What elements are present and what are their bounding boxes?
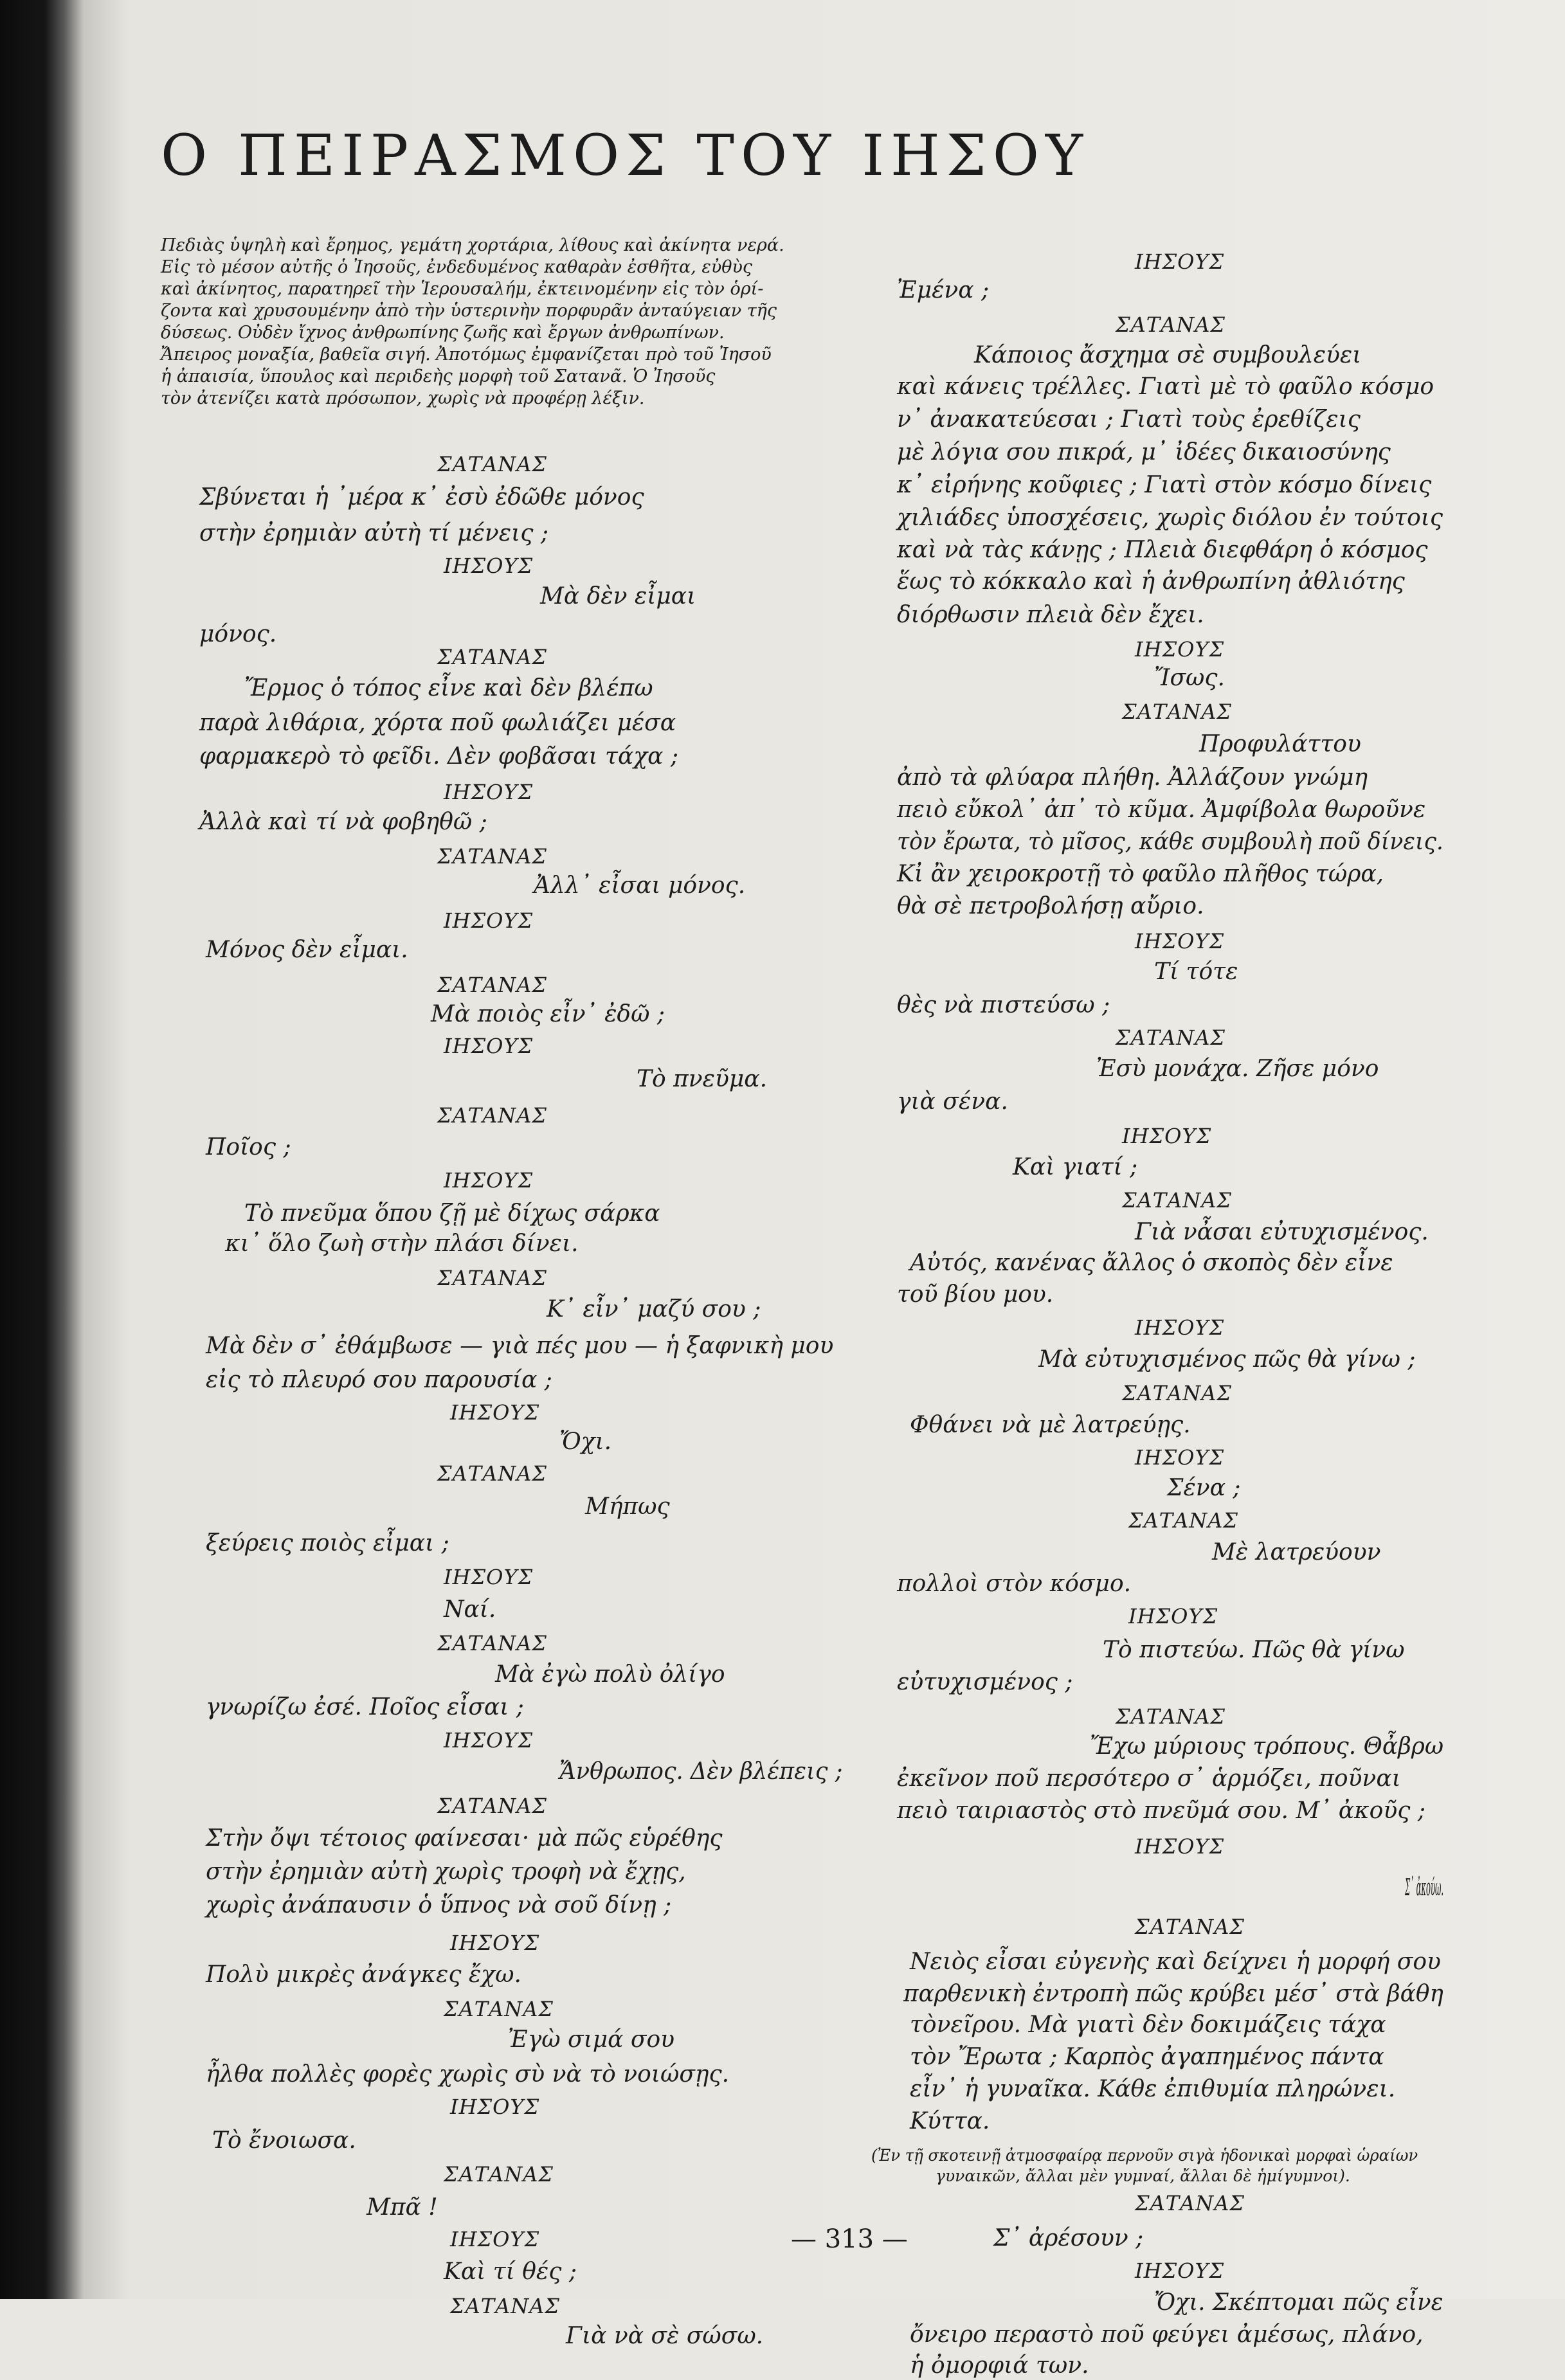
verse-line: Μὰ εὐτυχισμένος πῶς θὰ γίνω ;: [1038, 1346, 1416, 1373]
verse-line: ξεύρεις ποιὸς εἶμαι ;: [206, 1530, 449, 1556]
verse-line: ἡ ὀμορφιά των.: [910, 2352, 1089, 2379]
verse-line: Γιὰ νἆσαι εὐτυχισμένος.: [1135, 1219, 1429, 1245]
verse-line: πειὸ ταιριαστὸς στὸ πνεῦμά σου. Μ᾽ ἀκοῦς ;: [897, 1798, 1425, 1824]
speaker-name: ΙΗΣΟΥΣ: [1122, 1124, 1212, 1148]
speaker-name: ΣΑΤΑΝΑΣ: [437, 1794, 547, 1818]
verse-line: καὶ κάνεις τρέλλες. Γιατὶ μὲ τὸ φαῦλο κόσμο: [897, 374, 1434, 400]
verse-line: Κάποιος ἄσχημα σὲ συμβουλεύει: [974, 342, 1362, 368]
speaker-name: ΣΑΤΑΝΑΣ: [444, 1997, 554, 2021]
stage-direction-line: τὸν ἀτενίζει κατὰ πρόσωπον, χωρὶς νὰ προφέρῃ λέξιν.: [161, 388, 645, 408]
speaker-name: ΣΑΤΑΝΑΣ: [437, 1631, 547, 1655]
verse-line: Κ᾽ εἶν᾽ μαζύ σου ;: [547, 1296, 761, 1322]
verse-line: πολλοὶ στὸν κόσμο.: [897, 1571, 1132, 1597]
verse-line: ἀπὸ τὰ φλύαρα πλήθη. Ἀλλάζουν γνώμη: [897, 764, 1368, 791]
verse-line: Κύττα.: [910, 2108, 990, 2134]
verse-line: διόρθωσιν πλειὰ δὲν ἔχει.: [897, 602, 1204, 628]
speaker-name: ΣΑΤΑΝΑΣ: [437, 973, 547, 997]
verse-line: τὸνεῖρου. Μὰ γιατὶ δὲν δοκιμάζεις τάχα: [910, 2012, 1386, 2038]
verse-line: χωρὶς ἀνάπαυσιν ὁ ὕπνος νὰ σοῦ δίνῃ ;: [206, 1892, 672, 1918]
speaker-name: ΙΗΣΟΥΣ: [444, 908, 534, 933]
speaker-name: ΣΑΤΑΝΑΣ: [1116, 1704, 1226, 1729]
verse-line: Καὶ τί θές ;: [444, 2258, 577, 2285]
verse-line: Μόνος δὲν εἶμαι.: [206, 937, 408, 963]
verse-line: Προφυλάττου: [1199, 731, 1361, 757]
verse-line: ν᾽ ἀνακατεύεσαι ; Γιατὶ τοὺς ἐρεθίζεις: [897, 406, 1361, 433]
verse-line: Σ᾽ ἀρέσουν ;: [993, 2225, 1144, 2251]
verse-line: ἐκεῖνον ποῦ περσότερο σ᾽ ἁρμόζει, ποῦναι: [897, 1765, 1401, 1792]
verse-line: Φθάνει νὰ μὲ λατρεύῃς.: [910, 1412, 1191, 1438]
speaker-name: ΣΑΤΑΝΑΣ: [1122, 699, 1232, 724]
stage-direction-line: καὶ ἀκίνητος, παρατηρεῖ τὴν Ἱερουσαλήμ, ἐκτεινομένην εἰς τὸν ὁρί-: [161, 279, 764, 299]
speaker-name: ΙΗΣΟΥΣ: [444, 554, 534, 578]
speaker-name: ΙΗΣΟΥΣ: [444, 1034, 534, 1058]
stage-note-line: γυναικῶν, ἄλλαι μὲν γυμναί, ἄλλαι δὲ ἡμίγυμνοι).: [936, 2167, 1350, 2185]
verse-line: Νειὸς εἶσαι εὐγενὴς καὶ δείχνει ἡ μορφή σου: [910, 1949, 1441, 1975]
verse-line: Μὰ δὲν σ᾽ ἐθάμβωσε — γιὰ πές μου — ἡ ξαφνικὴ μου: [206, 1333, 834, 1359]
verse-line: Μὰ δὲν εἶμαι: [540, 583, 696, 609]
speaker-name: ΣΑΤΑΝΑΣ: [1128, 1508, 1238, 1533]
verse-line: Μπᾶ !: [366, 2194, 438, 2221]
verse-line: Μήπως: [585, 1493, 670, 1520]
speaker-name: ΣΑΤΑΝΑΣ: [1116, 1025, 1226, 1050]
verse-line: γνωρίζω ἐσέ. Ποῖος εἶσαι ;: [206, 1694, 524, 1720]
verse-line: κ᾽ εἰρήνης κοῦφιες ; Γιατὶ στὸν κόσμο δίνεις: [897, 472, 1432, 498]
verse-line: πειὸ εὔκολ᾽ ἀπ᾽ τὸ κῦμα. Ἀμφίβολα θωροῦνε: [897, 797, 1426, 823]
verse-line: εἰς τὸ πλευρό σου παρουσία ;: [206, 1367, 552, 1393]
verse-line: Πολὺ μικρὲς ἀνάγκες ἔχω.: [206, 1961, 521, 1988]
stage-direction-line: ἡ ἀπαισία, ὕπουλος καὶ περιδεὴς μορφὴ τοῦ Σατανᾶ. Ὁ Ἰησοῦς: [161, 366, 716, 386]
verse-line: Γιὰ νὰ σὲ σώσω.: [566, 2323, 764, 2349]
verse-line: Σ᾽ ἀκούω.: [1405, 1875, 1444, 1901]
verse-line: Κἰ ἂν χειροκροτῇ τὸ φαῦλο πλῆθος τώρα,: [897, 861, 1384, 887]
verse-line: Ἀλλὰ καὶ τί νὰ φοβηθῶ ;: [199, 809, 487, 835]
speaker-name: ΣΑΤΑΝΑΣ: [1135, 1915, 1245, 1939]
verse-line: παρθενικὴ ἐντροπὴ πῶς κρύβει μέσ᾽ στὰ βάθη: [903, 1981, 1443, 2007]
speaker-name: ΣΑΤΑΝΑΣ: [450, 2294, 560, 2318]
verse-line: Στὴν ὄψι τέτοιος φαίνεσαι· μὰ πῶς εὑρέθης: [206, 1825, 723, 1852]
verse-line: Ἔρμος ὁ τόπος εἶνε καὶ δὲν βλέπω: [244, 675, 653, 701]
speaker-name: ΣΑΤΑΝΑΣ: [437, 1103, 547, 1128]
speaker-name: ΣΑΤΑΝΑΣ: [437, 1461, 547, 1486]
verse-line: καὶ νὰ τὰς κάνῃς ; Πλειὰ διεφθάρη ὁ κόσμος: [897, 537, 1428, 563]
stage-direction-line: δύσεως. Οὐδὲν ἴχνος ἀνθρωπίνης ζωῆς καὶ ἔργων ἀνθρωπίνων.: [161, 323, 725, 343]
page-title: Ο ΠΕΙΡΑΣΜΟΣ ΤΟΥ ΙΗΣΟΥ: [161, 122, 1090, 188]
verse-line: Τί τότε: [1154, 959, 1238, 985]
verse-line: Ἄνθρωπος. Δὲν βλέπεις ;: [559, 1758, 843, 1785]
speaker-name: ΙΗΣΟΥΣ: [444, 1168, 534, 1193]
verse-line: Σβύνεται ἡ ᾽μέρα κ᾽ ἐσὺ ἐδῶθε μόνος: [199, 484, 644, 510]
speaker-name: ΙΗΣΟΥΣ: [1135, 249, 1225, 274]
verse-line: θὰ σὲ πετροβολήσῃ αὔριο.: [897, 893, 1204, 919]
verse-line: Ἐμένα ;: [897, 277, 990, 303]
speaker-name: ΣΑΤΑΝΑΣ: [1135, 2191, 1245, 2215]
speaker-name: ΣΑΤΑΝΑΣ: [1116, 312, 1226, 337]
verse-line: Μὰ ποιὸς εἶν᾽ ἐδῶ ;: [431, 1001, 665, 1027]
speaker-name: ΙΗΣΟΥΣ: [1128, 1604, 1218, 1628]
verse-line: Μὲ λατρεύουν: [1212, 1539, 1381, 1565]
speaker-name: ΙΗΣΟΥΣ: [444, 780, 534, 804]
verse-line: Τὸ πνεῦμα ὅπου ζῇ μὲ δίχως σάρκα: [244, 1200, 660, 1227]
speaker-name: ΙΗΣΟΥΣ: [444, 1728, 534, 1753]
verse-line: θὲς νὰ πιστεύσω ;: [897, 992, 1110, 1018]
verse-line: Ποῖος ;: [206, 1134, 291, 1160]
verse-line: Ἐγὼ σιμά σου: [508, 2026, 674, 2053]
verse-line: Αὐτός, κανένας ἄλλος ὁ σκοπὸς δὲν εἶνε: [910, 1250, 1393, 1276]
verse-line: Ἐσὺ μονάχα. Ζῆσε μόνο: [1096, 1056, 1379, 1082]
speaker-name: ΣΑΤΑΝΑΣ: [437, 1266, 547, 1290]
stage-note-line: (Ἐν τῇ σκοτεινῇ ἀτμοσφαίρᾳ περνοῦν σιγὰ ἡδονικαὶ μορφαὶ ὡραίων: [871, 2146, 1418, 2165]
stage-direction-line: Πεδιὰς ὑψηλὴ καὶ ἔρημος, γεμάτη χορτάρια, λίθους καὶ ἀκίνητα νερά.: [161, 235, 784, 255]
stage-direction-line: ζοντα καὶ χρυσουμένην ἀπὸ τὴν ὑστερινὴν πορφυρᾶν ἀνταύγειαν τῆς: [161, 301, 777, 321]
verse-line: παρὰ λιθάρια, χόρτα ποῦ φωλιάζει μέσα: [199, 710, 676, 736]
speaker-name: ΙΗΣΟΥΣ: [450, 2095, 540, 2119]
speaker-name: ΙΗΣΟΥΣ: [1135, 1834, 1225, 1859]
verse-line: Ὄχι. Σκέπτομαι πῶς εἶνε: [1154, 2289, 1443, 2316]
speaker-name: ΙΗΣΟΥΣ: [450, 1400, 540, 1425]
speaker-name: ΣΑΤΑΝΑΣ: [437, 645, 547, 669]
verse-line: τὸν ἔρωτα, τὸ μῖσος, κάθε συμβουλὴ ποῦ δίνεις.: [897, 829, 1443, 855]
verse-line: Τὸ ἔνοιωσα.: [212, 2127, 356, 2154]
stage-direction-line: Ἄπειρος μοναξία, βαθεῖα σιγή. Ἀποτόμως ἐμφανίζεται πρὸ τοῦ Ἰησοῦ: [161, 345, 772, 365]
verse-line: κι᾽ ὅλο ζωὴ στὴν πλάσι δίνει.: [225, 1231, 579, 1257]
verse-line: Καὶ γιατί ;: [1013, 1154, 1138, 1180]
verse-line: Σένα ;: [1167, 1475, 1241, 1501]
speaker-name: ΣΑΤΑΝΑΣ: [437, 452, 547, 476]
verse-line: μόνος.: [199, 621, 277, 647]
speaker-name: ΣΑΤΑΝΑΣ: [1122, 1381, 1232, 1405]
verse-line: Ἔχω μύριους τρόπους. Θἆβρω: [1090, 1733, 1444, 1760]
speaker-name: ΣΑΤΑΝΑΣ: [437, 844, 547, 869]
verse-line: γιὰ σένα.: [897, 1088, 1008, 1115]
speaker-name: ΙΗΣΟΥΣ: [1135, 929, 1225, 953]
verse-line: στὴν ἐρημιὰν αὐτὴ χωρὶς τροφὴ νὰ ἔχῃς,: [206, 1859, 686, 1885]
verse-line: τοῦ βίου μου.: [897, 1281, 1054, 1308]
verse-line: φαρμακερὸ τὸ φεῖδι. Δὲν φοβᾶσαι τάχα ;: [199, 743, 678, 770]
stage-direction-line: Εἰς τὸ μέσον αὐτῆς ὁ Ἰησοῦς, ἐνδεδυμένος καθαρὰν ἐσθῆτα, εὐθὺς: [161, 257, 753, 277]
verse-line: ἕως τὸ κόκκαλο καὶ ἡ ἀνθρωπίνη ἀθλιότης: [897, 568, 1405, 595]
verse-line: Ἀλλ᾽ εἶσαι μόνος.: [534, 872, 746, 899]
verse-line: στὴν ἐρημιὰν αὐτὴ τί μένεις ;: [199, 520, 548, 546]
verse-line: μὲ λόγια σου πικρά, μ᾽ ἰδέες δικαιοσύνης: [897, 439, 1391, 465]
verse-line: Ἴσως.: [1154, 665, 1225, 691]
speaker-name: ΙΗΣΟΥΣ: [450, 1931, 540, 1955]
speaker-name: ΙΗΣΟΥΣ: [1135, 1315, 1225, 1340]
verse-line: χιλιάδες ὑποσχέσεις, χωρὶς διόλου ἐν τούτοις: [897, 505, 1443, 531]
speaker-name: ΣΑΤΑΝΑΣ: [1122, 1188, 1232, 1213]
speaker-name: ΙΗΣΟΥΣ: [1135, 637, 1225, 662]
verse-line: Τὸ πιστεύω. Πῶς θὰ γίνω: [1103, 1637, 1405, 1663]
speaker-name: ΙΗΣΟΥΣ: [444, 1565, 534, 1589]
verse-line: Μὰ ἐγὼ πολὺ ὀλίγο: [495, 1661, 725, 1688]
verse-line: Ναί.: [444, 1596, 496, 1623]
verse-line: εἶν᾽ ἡ γυναῖκα. Κάθε ἐπιθυμία πληρώνει.: [910, 2076, 1396, 2102]
verse-line: Ὄχι.: [559, 1429, 612, 1455]
speaker-name: ΙΗΣΟΥΣ: [1135, 1445, 1225, 1470]
verse-line: εὐτυχισμένος ;: [897, 1669, 1073, 1695]
verse-line: τὸν Ἔρωτα ; Καρπὸς ἀγαπημένος πάντα: [910, 2044, 1384, 2070]
verse-line: ἦλθα πολλὲς φορὲς χωρὶς σὺ νὰ τὸ νοιώσῃς.: [206, 2061, 730, 2087]
speaker-name: ΣΑΤΑΝΑΣ: [444, 2162, 554, 2186]
verse-line: ὄνειρο περαστὸ ποῦ φεύγει ἀμέσως, πλάνο,: [910, 2321, 1424, 2348]
speaker-name: ΙΗΣΟΥΣ: [450, 2227, 540, 2251]
verse-line: Τὸ πνεῦμα.: [637, 1066, 768, 1092]
page-number: — 313 —: [791, 2224, 908, 2254]
speaker-name: ΙΗΣΟΥΣ: [1135, 2258, 1225, 2283]
